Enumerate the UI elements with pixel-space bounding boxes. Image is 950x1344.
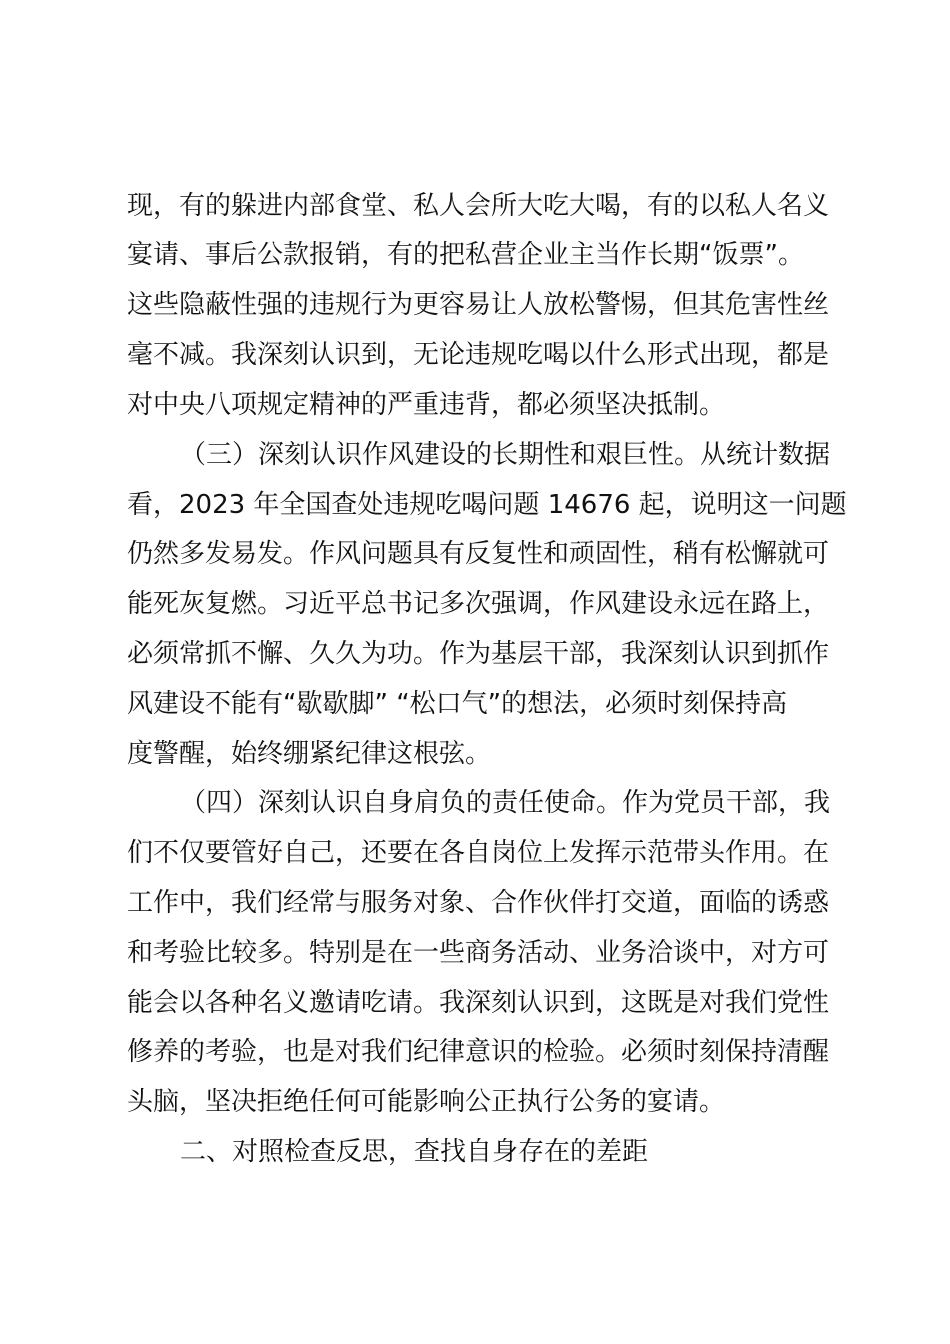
text-line: 现，有的躲进内部食堂、私人会所大吃大喝，有的以私人名义 xyxy=(127,191,830,221)
text-line: 必须常抓不懈、久久为功。作为基层干部，我深刻认识到抓作 xyxy=(127,639,830,669)
text-line: 和考验比较多。特别是在一些商务活动、业务洽谈中，对方可 xyxy=(127,938,830,968)
text-line: 这些隐蔽性强的违规行为更容易让人放松警惕，但其危害性丝 xyxy=(127,290,830,320)
text-line: 工作中，我们经常与服务对象、合作伙伴打交道，面临的诱惑 xyxy=(127,888,830,918)
text-line: 头脑，坚决拒绝任何可能影响公正执行公务的宴请。 xyxy=(127,1087,726,1117)
text-line: 能死灰复燃。习近平总书记多次强调，作风建设永远在路上， xyxy=(127,589,830,619)
text-line: 毫不减。我深刻认识到，无论违规吃喝以什么形式出现，都是 xyxy=(127,340,830,370)
text-line: 风建设不能有“歇歇脚” “松口气”的想法，必须时刻保持高 xyxy=(127,689,788,719)
text-line: 看，2023 年全国查处违规吃喝问题 14676 起，说明这一问题 xyxy=(127,490,847,520)
text-line: 对中央八项规定精神的严重违背，都必须坚决抵制。 xyxy=(127,390,726,420)
section-two-heading: 二、对照检查反思，查找自身存在的差距 xyxy=(180,1137,649,1167)
text-line: 能会以各种名义邀请吃请。我深刻认识到，这既是对我们党性 xyxy=(127,988,830,1018)
text-line: 修养的考验，也是对我们纪律意识的检验。必须时刻保持清醒 xyxy=(127,1037,830,1067)
text-line: 们不仅要管好自己，还要在各自岗位上发挥示范带头作用。在 xyxy=(127,838,830,868)
text-line: 仍然多发易发。作风问题具有反复性和顽固性，稍有松懈就可 xyxy=(127,539,830,569)
text-line: 度警醒，始终绷紧纪律这根弦。 xyxy=(127,739,492,769)
text-line: 宴请、事后公款报销，有的把私营企业主当作长期“饭票”。 xyxy=(127,240,804,270)
paragraph-three-heading-line: （三）深刻认识作风建设的长期性和艰巨性。从统计数据 xyxy=(180,440,831,470)
paragraph-four-heading-line: （四）深刻认识自身肩负的责任使命。作为党员干部，我 xyxy=(180,788,831,818)
